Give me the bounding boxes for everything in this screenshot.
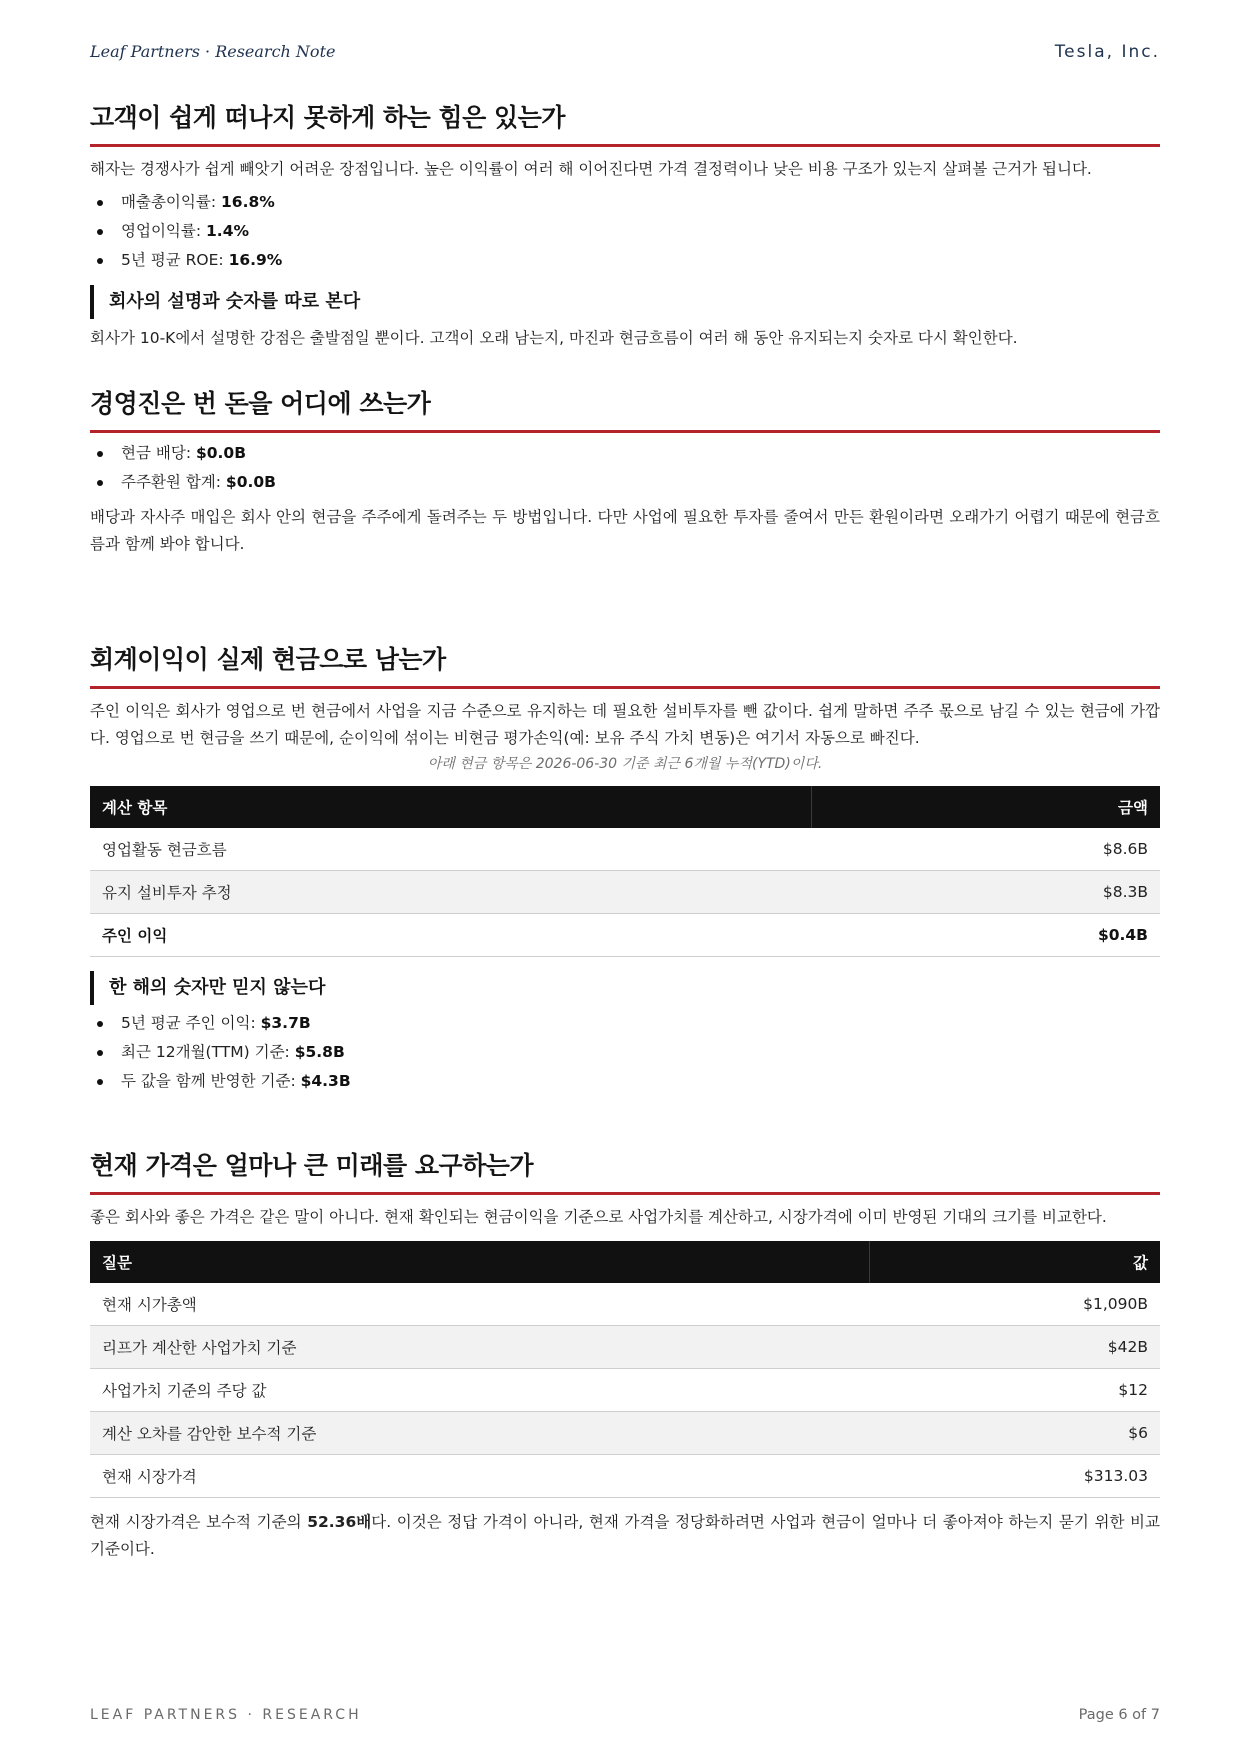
section-text: 주인 이익은 회사가 영업으로 번 현금에서 사업을 지금 수준으로 유지하는 데 필요한 설비투자를 뺀 값이다. 쉽게 말하면 주주 몫으로 남길 수 있는 현금에 가깝다. 영업으로 번 현금을 쓰기 때문에, 순이익에 섞이는 비현금 평가손익(예: 보유 주식 가치 변동)은 여기서 자동으로 빠진다.: [90, 702, 1160, 747]
table-row: [90, 871, 1160, 914]
metric-label: 현금 배당:: [121, 444, 196, 462]
table-row: [90, 1455, 1160, 1498]
metric-value: $4.3B: [300, 1072, 351, 1090]
section-title: 회계이익이 실제 현금으로 남는가: [90, 640, 1160, 689]
page-number: Page 6 of 7: [1078, 1707, 1160, 1723]
metric-label: 주주환원 합계:: [121, 473, 226, 491]
subsection-title: 한 해의 숫자만 믿지 않는다: [90, 971, 1160, 1005]
list-item: [90, 1009, 1160, 1038]
table-cell: $12: [869, 1369, 1160, 1412]
table-cell: $42B: [869, 1326, 1160, 1369]
owner-earnings-table: [90, 786, 1160, 957]
list-item: [90, 439, 1160, 468]
table-row-total: [90, 914, 1160, 957]
metric-value: $0.0B: [195, 444, 247, 462]
metric-label: 매출총이익률:: [121, 193, 221, 211]
metric-value: $0.0B: [225, 473, 276, 491]
table-cell: $1,090B: [869, 1283, 1160, 1326]
metric-value: 16.9%: [228, 251, 283, 269]
running-header: [90, 42, 1160, 66]
table-cell: 계산 오차를 감안한 보수적 기준: [90, 1412, 869, 1455]
closing-text: [90, 1509, 1160, 1563]
metric-value: $5.8B: [294, 1043, 345, 1061]
column-header: 값: [869, 1241, 1160, 1283]
table-row: [90, 1326, 1160, 1369]
table-cell: 유지 설비투자 추정: [90, 871, 812, 914]
column-header: 금액: [812, 786, 1160, 828]
column-header: 계산 항목: [90, 786, 812, 828]
table-cell: 영업활동 현금흐름: [90, 828, 812, 871]
brand-label: Leaf Partners · Research Note: [90, 42, 336, 61]
page-footer: [90, 1707, 1160, 1727]
metric-value: 1.4%: [206, 222, 250, 240]
table-row: [90, 1283, 1160, 1326]
section-title: 고객이 쉽게 떠나지 못하게 하는 힘은 있는가: [90, 98, 1160, 147]
section-text: 좋은 회사와 좋은 가격은 같은 말이 아니다. 현재 확인되는 현금이익을 기준으로 사업가치를 계산하고, 시장가격에 이미 반영된 기대의 크기를 비교한다.: [90, 1208, 1107, 1226]
company-name: Tesla, Inc.: [1054, 42, 1160, 62]
section-capital: [90, 384, 1160, 558]
metric-label: 5년 평균 ROE:: [121, 251, 229, 269]
section-intro: 해자는 경쟁사가 쉽게 빼앗기 어려운 장점입니다. 높은 이익률이 여러 해 이어진다면 가격 결정력이나 낮은 비용 구조가 있는지 살펴볼 근거가 됩니다.: [90, 160, 1092, 178]
metric-label: 영업이익률:: [121, 222, 207, 240]
table-cell: 현재 시장가격: [90, 1455, 869, 1498]
table-header-row: [90, 1241, 1160, 1283]
table-row: [90, 1369, 1160, 1412]
metric-list: [90, 188, 1160, 275]
table-cell: $313.03: [869, 1455, 1160, 1498]
table-cell: 사업가치 기준의 주당 값: [90, 1369, 869, 1412]
list-item: [90, 188, 1160, 217]
table-cell: $0.4B: [812, 914, 1160, 957]
metric-list: [90, 439, 1160, 497]
metric-list: [90, 1009, 1160, 1096]
list-item: [90, 217, 1160, 246]
subsection-text: 회사가 10-K에서 설명한 강점은 출발점일 뿐이다. 고객이 오래 남는지, 마진과 현금흐름이 여러 해 동안 유지되는지 숫자로 다시 확인한다.: [90, 329, 1018, 347]
table-cell: 리프가 계산한 사업가치 기준: [90, 1326, 869, 1369]
metric-label: 5년 평균 주인 이익:: [121, 1014, 261, 1032]
table-cell: $8.6B: [812, 828, 1160, 871]
table-row: [90, 1412, 1160, 1455]
footer-brand: LEAF PARTNERS · RESEARCH: [90, 1707, 362, 1723]
price-multiple: 52.36배: [307, 1513, 372, 1531]
subsection-title: 회사의 설명과 숫자를 따로 본다: [90, 285, 1160, 319]
list-item: [90, 1038, 1160, 1067]
section-cash: [90, 640, 1160, 1096]
section-text: 배당과 자사주 매입은 회사 안의 현금을 주주에게 돌려주는 두 방법입니다. 다만 사업에 필요한 투자를 줄여서 만든 환원이라면 오래가기 어렵기 때문에 현금흐름과 함께 봐야 합니다.: [90, 508, 1160, 553]
table-header-row: [90, 786, 1160, 828]
list-item: [90, 468, 1160, 497]
column-header: 질문: [90, 1241, 869, 1283]
list-item: [90, 1067, 1160, 1096]
closing-text-end: 다. 이것은 정답 가격이 아니라, 현재 가격을 정당화하려면 사업과 현금이 얼마나 더 좋아져야 하는지 묻기 위한 비교 기준이다.: [90, 1513, 1161, 1558]
table-cell: $6: [869, 1412, 1160, 1455]
metric-value: 16.8%: [221, 193, 275, 211]
table-note: 아래 현금 항목은 2026-06-30 기준 최근 6개월 누적(YTD)이다.: [427, 756, 823, 772]
metric-label: 두 값을 함께 반영한 기준:: [121, 1072, 301, 1090]
list-item: [90, 246, 1160, 275]
section-title: 현재 가격은 얼마나 큰 미래를 요구하는가: [90, 1146, 1160, 1195]
metric-label: 최근 12개월(TTM) 기준:: [121, 1043, 295, 1061]
table-row: [90, 828, 1160, 871]
section-moat: [90, 98, 1160, 352]
table-cell: 현재 시가총액: [90, 1283, 869, 1326]
metric-value: $3.7B: [260, 1014, 311, 1032]
closing-text-start: 현재 시장가격은 보수적 기준의: [90, 1513, 308, 1531]
section-valuation: [90, 1146, 1160, 1563]
table-cell: 주인 이익: [90, 914, 812, 957]
valuation-table: [90, 1241, 1160, 1498]
section-title: 경영진은 번 돈을 어디에 쓰는가: [90, 384, 1160, 433]
table-cell: $8.3B: [812, 871, 1160, 914]
